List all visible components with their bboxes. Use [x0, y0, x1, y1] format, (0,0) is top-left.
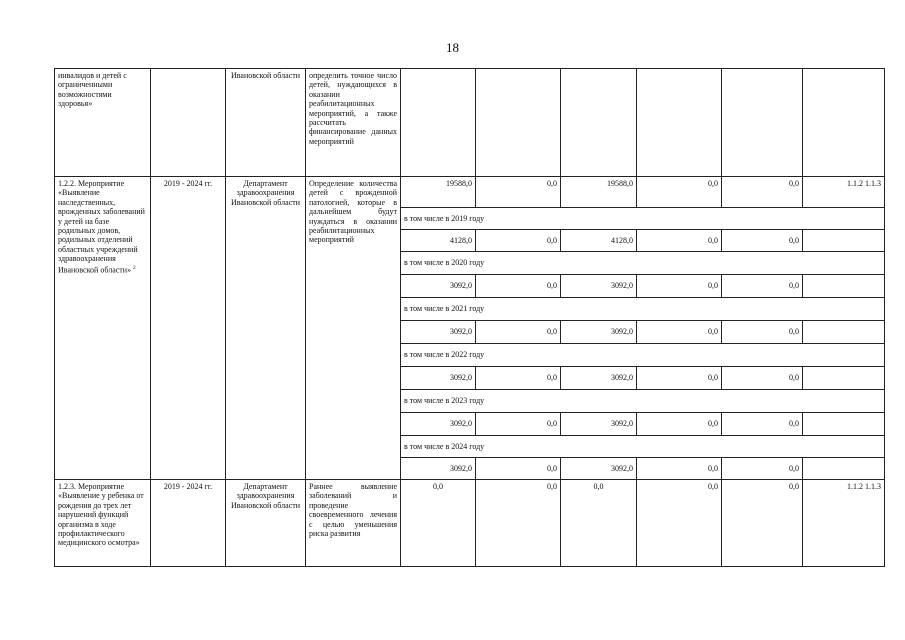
value-cell: 0,0 — [637, 413, 722, 436]
value-cell: 0,0 — [637, 275, 722, 298]
period-cell: 2019 - 2024 гг. — [151, 177, 226, 480]
value-cell: 4128,0 — [561, 230, 637, 252]
value-cell: 0,0 — [476, 480, 561, 567]
period-cell: 2019 - 2024 гг. — [151, 480, 226, 567]
value-cell: 3092,0 — [401, 275, 476, 298]
year-label: в том числе в 2021 году — [401, 298, 885, 321]
year-label: в том числе в 2019 году — [401, 208, 885, 230]
value-cell: 19588,0 — [401, 177, 476, 208]
value-cell: 0,0 — [722, 367, 803, 390]
value-cell: 0,0 — [722, 413, 803, 436]
year-label: в том числе в 2024 году — [401, 436, 885, 458]
value-cell: 3092,0 — [401, 321, 476, 344]
value-cell: 3092,0 — [561, 413, 637, 436]
value-cell: 0,0 — [637, 367, 722, 390]
value-cell: 0,0 — [476, 275, 561, 298]
value-cell: 3092,0 — [401, 367, 476, 390]
table-row — [55, 480, 885, 567]
indicator-code-cell: 1.1.2 1.1.3 — [803, 177, 885, 208]
value-cell: 0,0 — [561, 480, 637, 567]
value-cell: 0,0 — [722, 480, 803, 567]
page-number: 18 — [446, 40, 459, 55]
value-cell: 0,0 — [722, 321, 803, 344]
value-cell: 0,0 — [476, 458, 561, 480]
value-cell: 0,0 — [637, 321, 722, 344]
value-cell: 0,0 — [401, 480, 476, 567]
value-cell: 4128,0 — [401, 230, 476, 252]
result-cell: Определение количества детей с врожденной патологией, которые в дальнейшем будут нуждаться в оказании реабилитационных мероприятий — [306, 177, 401, 480]
indicator-code-cell: 1.1.2 1.1.3 — [803, 480, 885, 567]
result-cell: Раннее выявление заболеваний и проведение своевременного лечения с целью уменьшения риска развития — [306, 480, 401, 567]
value-cell: 0,0 — [722, 177, 803, 208]
value-cell: 0,0 — [637, 230, 722, 252]
result-cell: определить точное число детей, нуждающихся в оказании реабилитационных мероприятий, а также рассчитать финансирование данных мероприятий — [306, 69, 401, 177]
value-cell: 3092,0 — [401, 413, 476, 436]
executor-cell: Департамент здравоохранения Ивановской области — [226, 177, 306, 480]
value-cell: 0,0 — [476, 177, 561, 208]
value-cell: 0,0 — [722, 458, 803, 480]
value-cell: 3092,0 — [561, 321, 637, 344]
measure-name-cell: инвалидов и детей с ограниченными возможностями здоровья» — [55, 69, 151, 177]
value-cell: 0,0 — [476, 230, 561, 252]
value-cell: 0,0 — [476, 413, 561, 436]
value-cell: 0,0 — [637, 177, 722, 208]
year-label: в том числе в 2020 году — [401, 252, 885, 275]
year-label: в том числе в 2022 году — [401, 344, 885, 367]
value-cell: 0,0 — [476, 321, 561, 344]
table-row — [55, 69, 885, 177]
value-cell: 0,0 — [722, 275, 803, 298]
measure-name-cell: 1.2.2. Мероприятие «Выявление наследственных, врожденных заболеваний у детей на базе родильных домов, родильных отделений областных учреждений здравоохранения Ивановской области» $^2$ — [55, 177, 151, 480]
value-cell: 3092,0 — [561, 458, 637, 480]
value-cell: 19588,0 — [561, 177, 637, 208]
value-cell: 0,0 — [637, 480, 722, 567]
year-label: в том числе в 2023 году — [401, 390, 885, 413]
executor-cell: Департамент здравоохранения Ивановской области — [226, 480, 306, 567]
measure-name-cell: 1.2.3. Мероприятие «Выявление у ребенка от рождения до трех лет нарушений функций организма в ходе профилактического медицинского осмотра» — [55, 480, 151, 567]
executor-cell: Ивановской области — [226, 69, 306, 177]
value-cell: 0,0 — [476, 367, 561, 390]
footnote-mark: 2 — [133, 265, 136, 271]
value-cell: 0,0 — [637, 458, 722, 480]
value-cell: 3092,0 — [401, 458, 476, 480]
value-cell: 3092,0 — [561, 367, 637, 390]
value-cell: 3092,0 — [561, 275, 637, 298]
value-cell: 0,0 — [722, 230, 803, 252]
program-table — [54, 68, 885, 567]
table-row — [55, 177, 885, 208]
